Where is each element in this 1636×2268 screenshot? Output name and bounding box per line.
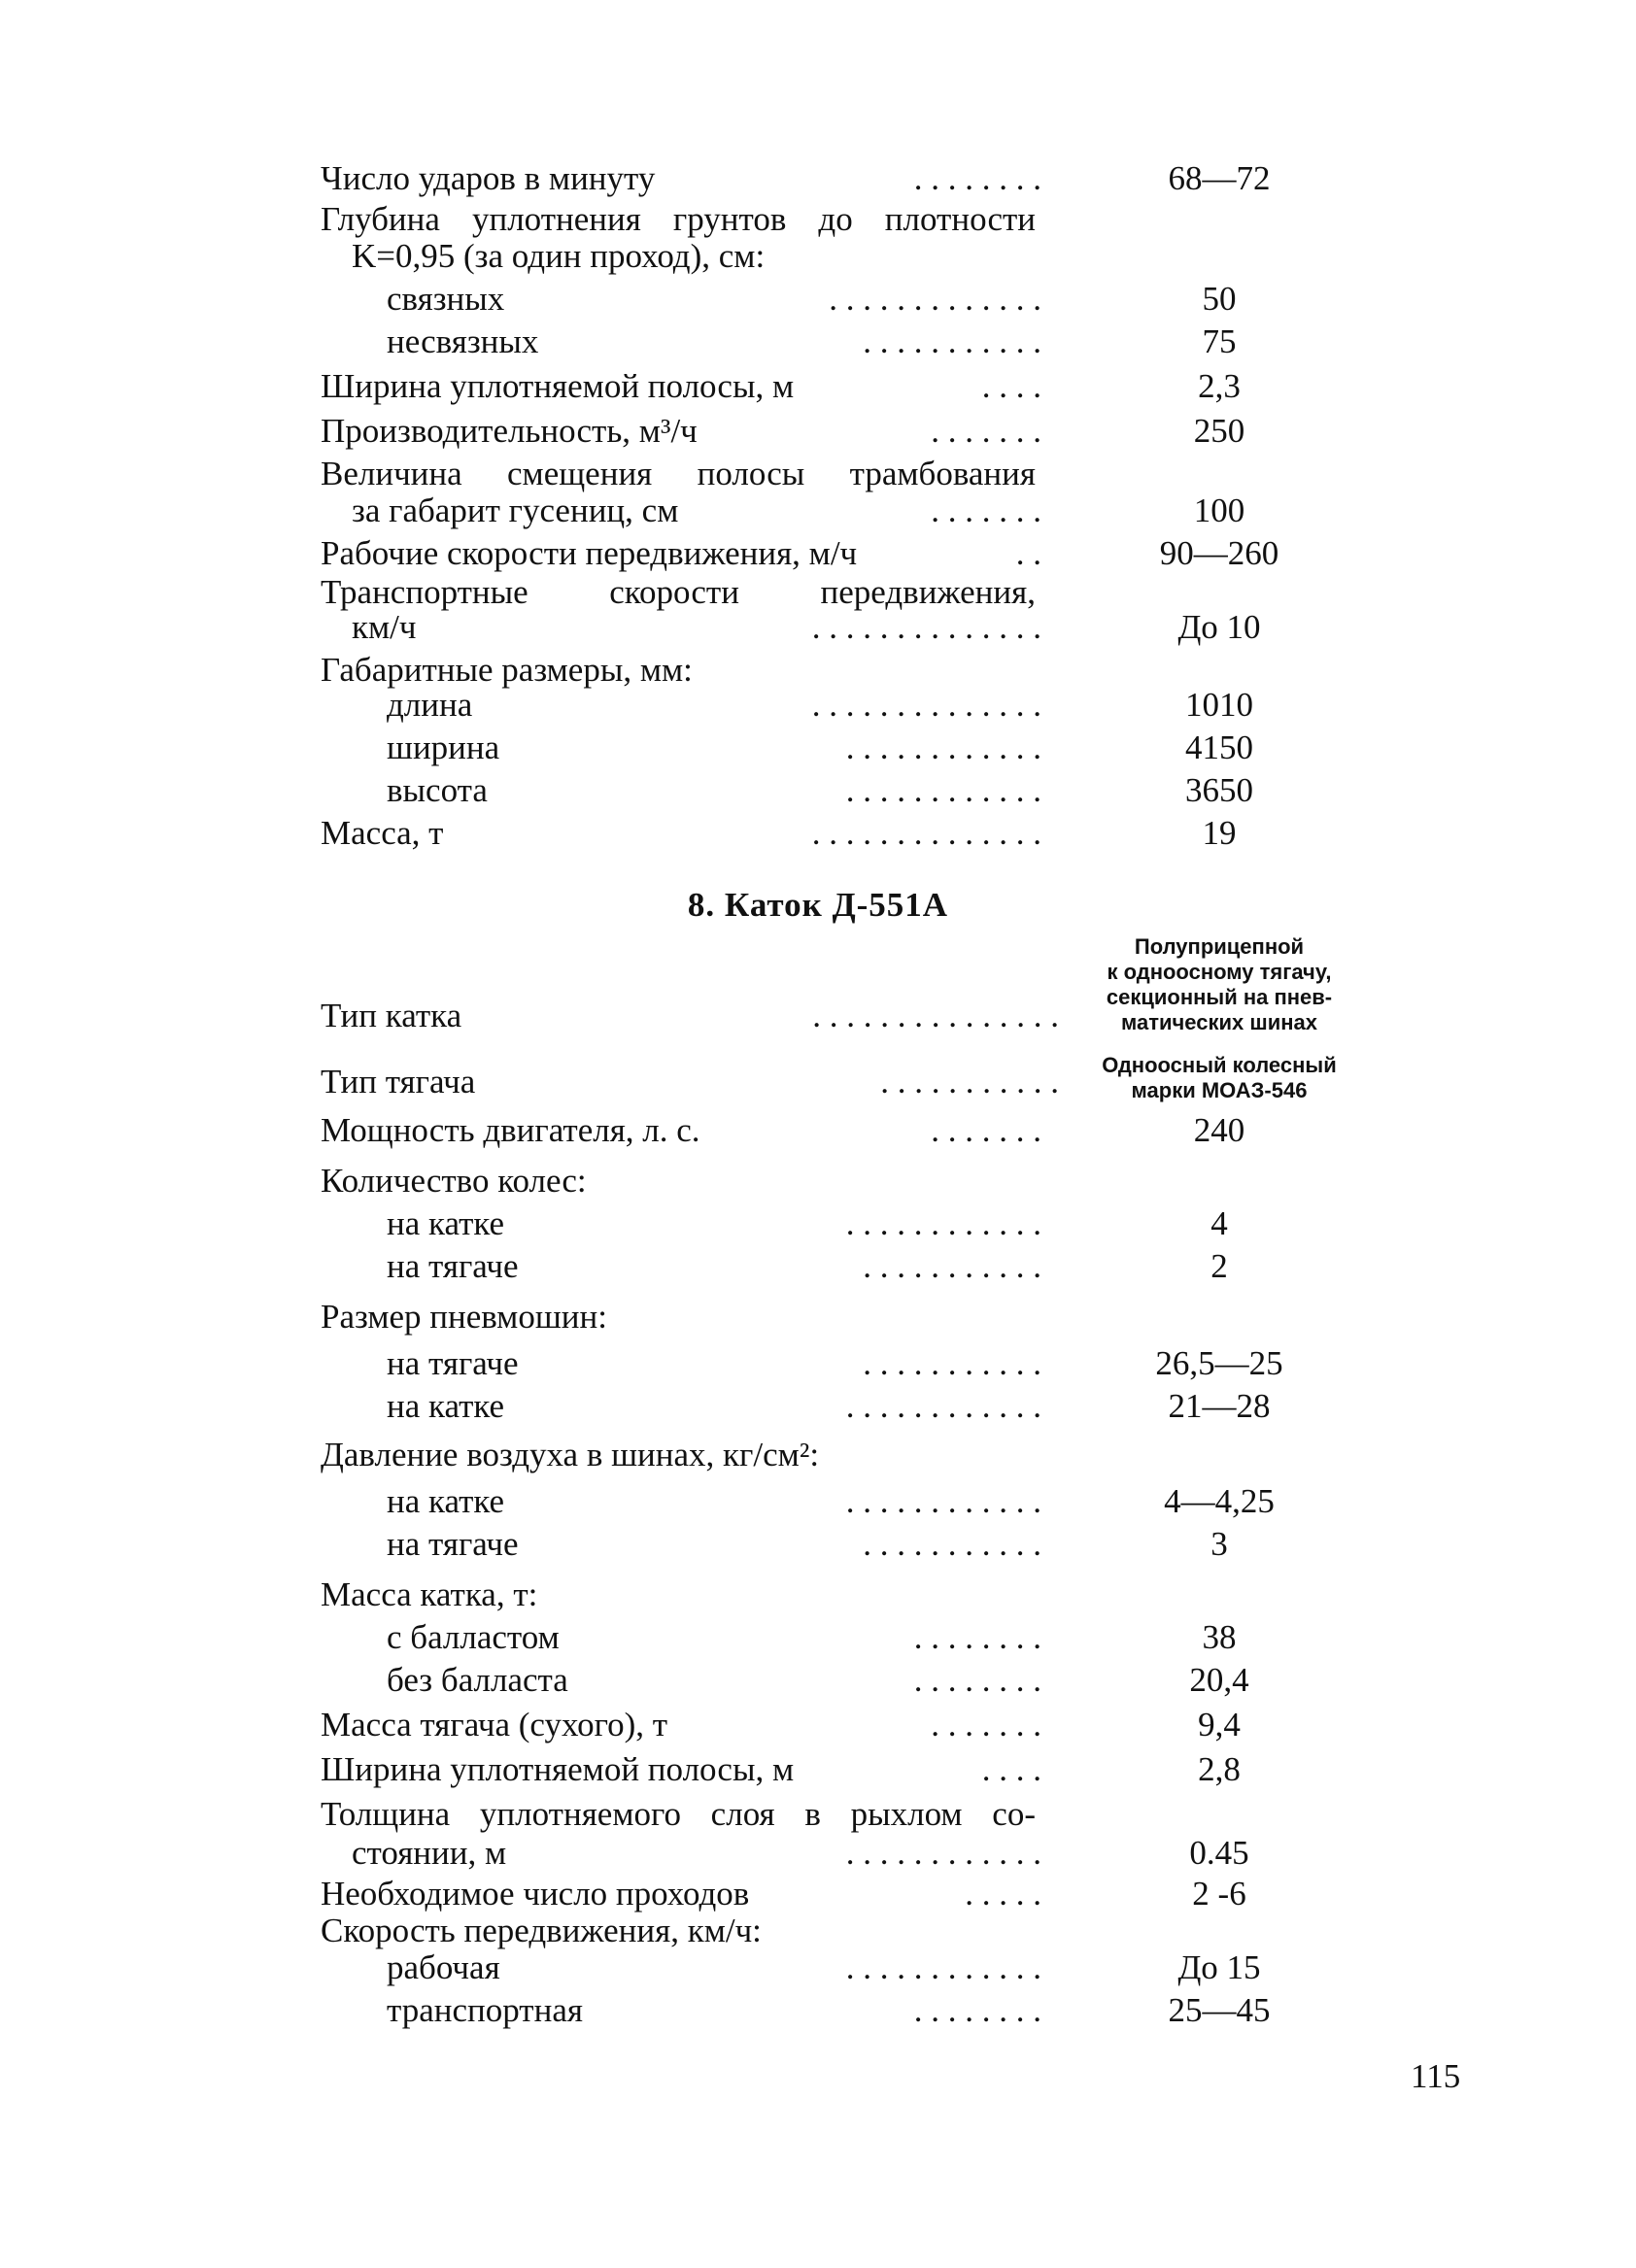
spec-value: 2,8 [1198,1750,1241,1788]
leader-dots: . . . . . . . . . . . . [845,1387,1041,1425]
spec-value: 25—45 [1168,1991,1271,2029]
leader-dots: . . . . . . . . . . . . . . [811,686,1041,724]
spec-label: на тягаче [387,1525,519,1563]
spec-value: 4—4,25 [1164,1482,1275,1520]
spec-value: 4 [1210,1204,1228,1242]
spec-label: несвязных [387,322,539,360]
spec-label: на катке [387,1387,505,1425]
spec-label: Давление воздуха в шинах, кг/см²: [321,1436,820,1473]
spec-value: 100 [1193,491,1245,529]
spec-value: 20,4 [1189,1661,1249,1699]
spec-label: Ширина уплотняемой полосы, м [321,367,795,405]
leader-dots: . . . . . . . . . . . [863,1525,1041,1563]
spec-label: Тип тягача [321,1063,476,1100]
value-line: Одноосный колесный [1102,1053,1337,1077]
spec-label: на катке [387,1204,505,1242]
leader-dots: . . . . . . . . . . . . [845,728,1041,766]
spec-value: 2,3 [1198,367,1241,405]
leader-dots: . . . . . . . [931,1706,1041,1743]
value-line: к одноосному тягачу, [1107,960,1332,984]
spec-label: Необходимое число проходов [321,1875,750,1913]
spec-value: До 15 [1177,1948,1261,1986]
spec-label: Количество колес: [321,1162,587,1200]
spec-label: Масса тягача (сухого), т [321,1706,668,1743]
spec-value: 250 [1193,412,1245,450]
spec-value: 21—28 [1168,1387,1271,1425]
spec-label: Габаритные размеры, мм: [321,651,693,689]
leader-dots: . . . . . . . . . . . . [845,1204,1041,1242]
leader-dots: . . . . . [965,1875,1041,1913]
leader-dots: . . . . . . . . . . . [880,1063,1059,1100]
leader-dots: . . . . [981,1750,1041,1788]
leader-dots: . . . . . . . . . . . . . . [811,814,1041,852]
spec-label: длина [387,686,473,724]
leader-dots: . . . . [981,367,1041,405]
leader-dots: . . . . . . . . . . . . [845,1834,1041,1872]
leader-dots: . . . . . . . . . . . [863,322,1041,360]
spec-label: Глубина уплотнения грунтов до плотности [321,200,1036,238]
value-line: Полуприцепной [1134,934,1305,959]
spec-label: Толщина уплотняемого слоя в рыхлом со- [321,1795,1036,1833]
spec-label: Ширина уплотняемой полосы, м [321,1750,795,1788]
spec-value: 68—72 [1168,159,1271,197]
spec-label: ширина [387,728,500,766]
leader-dots: . . . . . . . [931,412,1041,450]
leader-dots: . . . . . . . . [913,159,1041,197]
spec-label: стоянии, м [352,1834,507,1872]
spec-value: 2 -6 [1192,1875,1246,1913]
leader-dots: . . . . . . . . . . . . . . . [812,997,1059,1034]
spec-label: Тип катка [321,997,462,1034]
leader-dots: . . . . . . . . . . . . [845,771,1041,809]
spec-label: км/ч [352,608,417,646]
spec-label: на тягаче [387,1344,519,1382]
spec-label: Транспортные скорости передвижения, [321,573,1036,611]
spec-value: 75 [1202,322,1237,360]
spec-value: 1010 [1185,686,1253,724]
value-line: матических шинах [1121,1010,1317,1034]
spec-value: 240 [1193,1111,1245,1149]
spec-value: 38 [1202,1618,1237,1656]
leader-dots: . . . . . . . . . . . [863,1247,1041,1285]
spec-label: связных [387,280,505,318]
leader-dots: . . . . . . . . . . . [863,1344,1041,1382]
leader-dots: . . . . . . . . . . . . [845,1948,1041,1986]
spec-value: До 10 [1177,608,1261,646]
spec-label: без балласта [387,1661,568,1699]
spec-value: 9,4 [1198,1706,1241,1743]
leader-dots: . . . . . . . . [913,1991,1041,2029]
spec-label: Величина смещения полосы трамбования [321,455,1036,492]
spec-label: Масса катка, т: [321,1575,538,1613]
spec-value: 2 [1210,1247,1228,1285]
spec-value: 0.45 [1189,1834,1249,1872]
spec-label: высота [387,771,488,809]
spec-label: K=0,95 (за один проход), см: [352,237,766,275]
spec-label: на тягаче [387,1247,519,1285]
roller-type-value [1059,934,1380,1035]
leader-dots: . . . . . . . . . . . . . . [811,608,1041,646]
spec-label: рабочая [387,1948,500,1986]
page-number: 115 [1411,2057,1461,2095]
spec-label: Число ударов в минуту [321,159,656,197]
leader-dots: . . . . . . . [931,491,1041,529]
value-line: секционный на пнев- [1106,985,1333,1009]
tractor-type-value [1059,1053,1380,1103]
spec-value: 19 [1202,814,1237,852]
leader-dots: . . . . . . . . . . . . . [829,280,1041,318]
spec-label: с балластом [387,1618,560,1656]
leader-dots: . . [1015,534,1041,572]
spec-value: 4150 [1185,728,1253,766]
leader-dots: . . . . . . . . [913,1618,1041,1656]
section-heading: 8. Каток Д-551А [687,886,949,924]
spec-label: на катке [387,1482,505,1520]
spec-label: Мощность двигателя, л. с. [321,1111,700,1149]
spec-label: за габарит гусениц, см [352,491,679,529]
spec-label: Размер пневмошин: [321,1298,607,1336]
leader-dots: . . . . . . . . . . . . [845,1482,1041,1520]
leader-dots: . . . . . . . . [913,1661,1041,1699]
spec-label: транспортная [387,1991,583,2029]
spec-label: Скорость передвижения, км/ч: [321,1912,762,1949]
leader-dots: . . . . . . . [931,1111,1041,1149]
spec-value: 3 [1210,1525,1228,1563]
spec-label: Рабочие скорости передвижения, м/ч [321,534,858,572]
spec-value: 26,5—25 [1155,1344,1283,1382]
spec-value: 3650 [1185,771,1253,809]
spec-label: Масса, т [321,814,444,852]
spec-label: Производительность, м³/ч [321,412,698,450]
spec-value: 90—260 [1159,534,1279,572]
spec-value: 50 [1202,280,1237,318]
value-line: марки МОАЗ-546 [1131,1078,1308,1102]
